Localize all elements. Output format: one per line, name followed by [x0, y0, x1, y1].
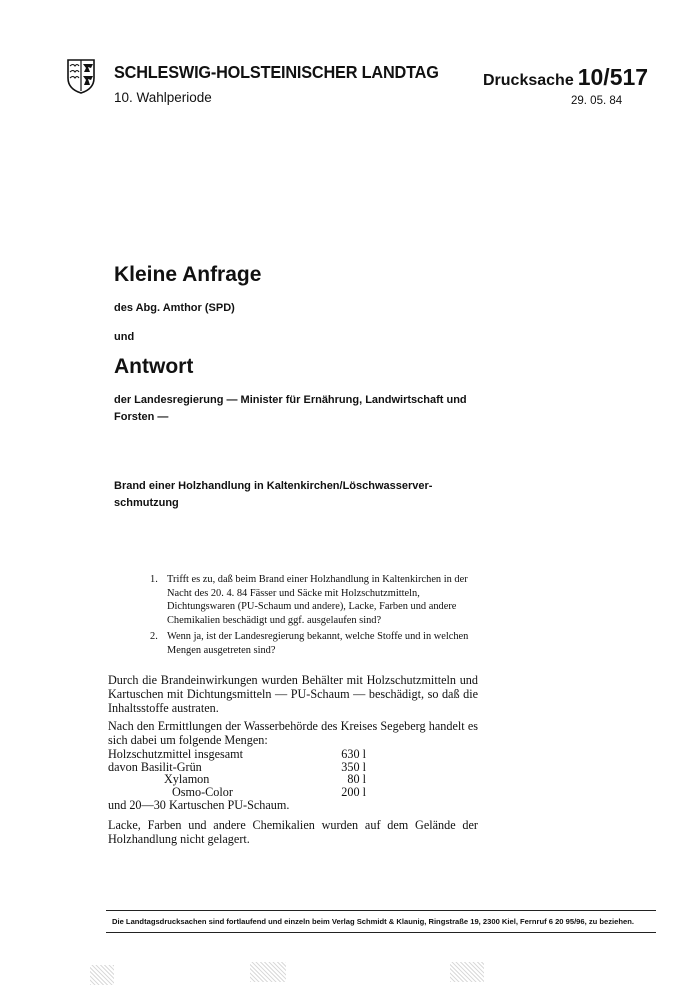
drucksache-label: Drucksache	[483, 72, 574, 89]
question-number: 2.	[150, 631, 158, 642]
document-date: 29. 05. 84	[571, 95, 623, 107]
document-number-block	[483, 64, 648, 91]
publisher-footer: Die Landtagsdrucksachen sind fortlaufend und einzeln beim Verlag Schmidt & Klaunig, Ringstraße 19, 2300 Kiel, Fernruf 6 20 95/96, zu beziehen.	[112, 917, 634, 926]
amounts-row	[108, 773, 366, 786]
question-text: Wenn ja, ist der Landesregierung bekannt, welche Stoffe und in welchen Mengen ausgetreten sind?	[167, 631, 469, 656]
questioner-line: des Abg. Amthor (SPD)	[114, 302, 235, 314]
electoral-period: 10. Wahlperiode	[114, 90, 212, 105]
amounts-row	[108, 748, 366, 761]
conjunction-und: und	[114, 331, 135, 343]
subject-heading: Brand einer Holzhandlung in Kaltenkirchen/Löschwasserver-schmutzung	[114, 480, 433, 509]
answer-body	[108, 673, 478, 850]
scan-artifact	[250, 962, 286, 982]
parliament-name: SCHLESWIG-HOLSTEINISCHER LANDTAG	[114, 62, 439, 82]
question-number: 1.	[150, 574, 158, 585]
amount-label: davon Basilit-Grün	[108, 759, 202, 774]
question-item	[150, 630, 480, 657]
coat-of-arms-icon	[66, 58, 96, 94]
question-item	[150, 573, 480, 627]
footer-rule-top	[106, 910, 656, 911]
answer-paragraph: und 20—30 Kartuschen PU-Schaum.	[108, 798, 290, 812]
question-list	[150, 573, 480, 660]
answer-paragraph: Durch die Brandeinwirkungen wurden Behälter mit Holzschutzmitteln und Kartuschen mit Dichtungsmitteln — PU-Schaum — beschädigt, so daß die Inhaltsstoffe austraten.	[108, 673, 478, 715]
answer-paragraph: Lacke, Farben und andere Chemikalien wurden auf dem Gelände der Holzhandlung nicht gelagert.	[108, 818, 478, 846]
question-text: Trifft es zu, daß beim Brand einer Holzhandlung in Kaltenkirchen in der Nacht des 20. 4. 84 Fässer und Säcke mit Holzschutzmitteln, Dichtungswaren (PU-Schaum und andere), Lacke, Farben und andere Chemikalien beschädigt und ggf. ausgelaufen sind?	[167, 574, 468, 626]
amount-label: Osmo-Color	[172, 784, 233, 799]
responding-ministry: der Landesregierung — Minister für Ernährung, Landwirtschaft und Forsten —	[114, 394, 467, 423]
footer-rule-bottom	[106, 932, 656, 933]
drucksache-number: 10/517	[577, 64, 649, 90]
amount-label: Xylamon	[164, 772, 210, 786]
amount-label: Holzschutzmittel insgesamt	[108, 747, 244, 761]
scan-artifact	[90, 965, 114, 985]
scan-artifact	[450, 962, 484, 982]
amount-value: 350 l	[341, 759, 366, 774]
amounts-row	[108, 786, 366, 799]
amounts-table	[108, 748, 366, 798]
amount-value: 630 l	[341, 747, 366, 761]
answer-paragraph: Nach den Ermittlungen der Wasserbehörde des Kreises Segeberg handelt es sich dabei um folgende Mengen:	[108, 719, 478, 747]
title-antwort: Antwort	[114, 355, 194, 378]
title-kleine-anfrage: Kleine Anfrage	[114, 263, 262, 286]
amount-value: 200 l	[341, 784, 366, 799]
amount-value: 80 l	[347, 772, 366, 786]
amounts-row	[108, 761, 366, 774]
